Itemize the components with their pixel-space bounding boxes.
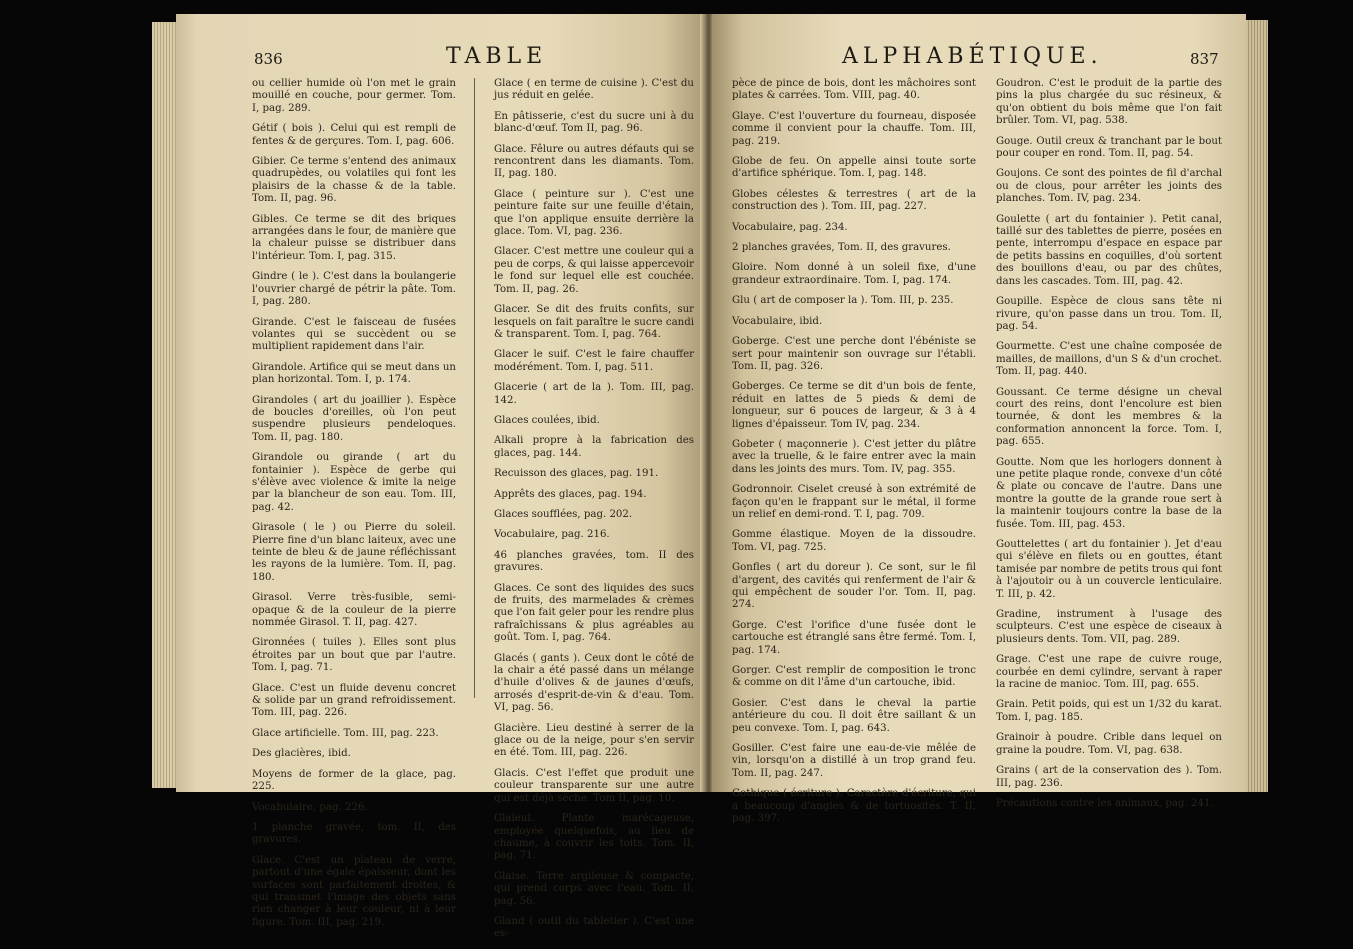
index-entry: Grain. Petit poids, qui est un 1/32 du karat. Tom. I, pag. 185. <box>996 699 1222 723</box>
left-column-1 <box>252 78 456 937</box>
index-entry: Gloire. Nom donné à un soleil fixe, d'une grandeur extraordinaire. Tom. I, pag. 174. <box>732 262 976 286</box>
index-entry: Girandoles ( art du joaillier ). Espèce de boucles d'oreilles, où l'on peut suspendre plusieurs pendeloques. Tom. II, pag. 180. <box>252 394 456 443</box>
index-entry: Gosier. C'est dans le cheval la partie antérieure du cou. Il doit être saillant & un peu convexe. Tom. I, pag. 643. <box>732 697 976 734</box>
index-entry: 46 planches gravées, tom. II des gravures. <box>494 549 694 574</box>
index-entry: Glacer. C'est mettre une couleur qui a peu de corps, & qui laisse appercevoir le fond sur lequel elle est couchée. Tom. II, pag. 26. <box>494 246 694 295</box>
index-entry: Goussant. Ce terme désigne un cheval court des reins, dont l'encolure est bien tournée, & dont les membres & la conformation annoncent la force. Tom. I, pag. 655. <box>996 386 1222 448</box>
index-entry: Gorge. C'est l'orifice d'une fusée dont le cartouche est étranglé sans être fermé. Tom. I, pag. 174. <box>732 619 976 656</box>
index-entry: Des glacières, ibid. <box>252 748 351 760</box>
index-entry: Glaces soufflées, pag. 202. <box>494 508 633 520</box>
index-entry: Alkali propre à la fabrication des glaces, pag. 144. <box>494 435 694 459</box>
index-entry: Glaïeul. Plante marécageuse, employée quelquefois, au lieu de chaume, à couvrir les toits. Tom. II, pag. 71. <box>494 813 694 862</box>
index-entry: Gétif ( bois ). Celui qui est rempli de fentes & de gerçures. Tom. I, pag. 606. <box>252 123 456 147</box>
index-entry: Glace ( peinture sur ). C'est une peinture faite sur une feuille d'étain, que l'on applique ensuite derrière la glace. Tom. VI, pag. 236. <box>494 188 694 238</box>
index-entry: Gibier. Ce terme s'entend des animaux quadrupèdes, ou volatiles qui font les plaisirs de la chasse & de la table. Tom. II, pag. 96. <box>252 156 456 205</box>
left-page-number: 836 <box>254 50 283 68</box>
index-entry: Vocabulaire, pag. 216. <box>494 529 610 541</box>
index-entry: Glacer. Se dit des fruits confits, sur lesquels on fait paraître le sucre candi & transparent. Tom. I, pag. 764. <box>494 304 694 340</box>
index-entry: 1 planche gravée, tom. II, des gravures. <box>252 821 456 846</box>
index-entry: Glaces. Ce sont des liquides des sucs de fruits, des marmelades & crèmes que l'on fait geler pour les rendre plus rafraîchissans & plus agréables au goût. Tom. I, pag. 764. <box>494 582 694 644</box>
index-entry: Glace. C'est un fluide devenu concret & solide par un grand refroidissement. Tom. III, pag. 226. <box>252 682 456 719</box>
index-entry: Gobeter ( maçonnerie ). C'est jetter du plâtre avec la truelle, & le faire entrer avec la main dans les joints des murs. Tom. IV, pag. 355. <box>732 438 976 475</box>
right-column-1 <box>732 78 976 834</box>
index-entry: Gomme élastique. Moyen de la dissoudre. Tom. VI, pag. 725. <box>732 529 976 553</box>
index-entry: Glaise. Terre argileuse & compacte, qui prend corps avec l'eau. Tom. II, pag. 56. <box>494 870 694 907</box>
left-page-header: TABLE <box>446 44 548 69</box>
index-entry: Vocabulaire, pag. 234. <box>732 221 848 233</box>
index-entry: Grainoir à poudre. Crible dans lequel on graine la poudre. Tom. VI, pag. 638. <box>996 732 1222 756</box>
index-entry: Glacés ( gants ). Ceux dont le côté de la chair a été passé dans un mélange d'huile d'olives & de jaunes d'œufs, arrosés d'esprit-de-vin & d'eau. Tom. VI, pag. 56. <box>494 652 694 714</box>
index-entry: Gindre ( le ). C'est dans la boulangerie l'ouvrier chargé de pétrir la pâte. Tom. I, pag. 280. <box>252 271 456 308</box>
index-entry: Apprêts des glaces, pag. 194. <box>494 488 647 500</box>
left-page <box>176 14 705 940</box>
left-column-2 <box>494 78 694 949</box>
right-page <box>712 14 1246 825</box>
index-entry: Précautions contre les animaux, pag. 241. <box>996 797 1214 809</box>
index-entry: Gland ( outil du tabletier ). C'est une es- <box>494 915 694 940</box>
index-entry: Vocabulaire, pag. 226. <box>252 801 368 813</box>
index-entry: 2 planches gravées, Tom. II, des gravures. <box>732 242 951 254</box>
right-page-edges <box>1246 20 1268 792</box>
index-entry: Gradine, instrument à l'usage des sculpteurs. C'est une espèce de ciseaux à plusieurs dents. Tom. VII, pag. 289. <box>996 609 1222 645</box>
index-entry: Glace ( en terme de cuisine ). C'est du jus réduit en gelée. <box>494 78 694 102</box>
index-entry: Goupille. Espèce de clous sans tête ni rivure, qu'on passe dans un trou. Tom. II, pag. 54. <box>996 296 1222 332</box>
index-entry: Glaces coulées, ibid. <box>494 414 600 426</box>
index-entry: Glacière. Lieu destiné à serrer de la glace ou de la neige, pour s'en servir en été. Tom. III, pag. 226. <box>494 722 694 759</box>
index-entry: Goutte. Nom que les horlogers donnent à une petite plaque ronde, convexe d'un côté & plate ou concave de l'autre. Dans une montre la goutte de la grande roue sert à la maintenir toujours contre la base de la fusée. Tom. III, pag. 453. <box>996 456 1222 530</box>
index-entry: Goujons. Ce sont des pointes de fil d'archal ou de clous, pour arrêter les joints des planches. Tom. IV, pag. 234. <box>996 168 1222 205</box>
index-entry: Globes célestes & terrestres ( art de la construction des ). Tom. III, pag. 227. <box>732 188 976 213</box>
index-entry: Glacerie ( art de la ). Tom. III, pag. 142. <box>494 382 694 406</box>
index-entry: Glacis. C'est l'effet que produit une couleur transparente sur une autre qui est déjà sèche. Tom II, pag. 10. <box>494 767 694 804</box>
index-entry: Gonfles ( art du doreur ). Ce sont, sur le fil d'argent, des cavités qui renferment de l'air & qui empêchent de souder l'or. Tom. II, pag. 274. <box>732 562 976 611</box>
index-entry: Glace. Fêlure ou autres défauts qui se rencontrent dans les diamants. Tom. II, pag. 180. <box>494 143 694 180</box>
index-entry: Goulette ( art du fontainier ). Petit canal, taillé sur des tablettes de pierre, posées en pente, interrompu d'espace en espace par de petits bassins en coquilles, d'où sortent des bouillons d'eau, ou par des chûtes, dans les cascades. Tom. III, pag. 42. <box>996 213 1222 287</box>
index-entry: Girandole. Artifice qui se meut dans un plan horizontal. Tom. I, p. 174. <box>252 361 456 386</box>
index-entry: Moyens de former de la glace, pag. 225. <box>252 768 456 793</box>
index-entry: Girasol. Verre très-fusible, semi-opaque & de la couleur de la pierre nommée Girasol. T. II, pag. 427. <box>252 592 456 629</box>
right-page-number: 837 <box>1190 50 1219 68</box>
right-page-header: ALPHABÉTIQUE. <box>842 44 1103 69</box>
index-entry: Glaye. C'est l'ouverture du fourneau, disposée comme il convient pour la chauffe. Tom. III, pag. 219. <box>732 110 976 147</box>
column-divider <box>474 78 475 698</box>
index-entry: ou cellier humide où l'on met le grain mouillé en couche, pour germer. Tom. I, pag. 289. <box>252 78 456 114</box>
index-entry: Grains ( art de la conservation des ). Tom. III, pag. 236. <box>996 765 1222 789</box>
index-entry: Gothique ( écriture ). Caractère d'écriture, qui a beaucoup d'angles & de tortuosités. T. II, pag. 397. <box>732 788 976 825</box>
index-entry: Glace. C'est un plateau de verre, partout d'une égale épaisseur, dont les surfaces sont parfaitement droites, & qui transmet l'image des objets sans rien changer à leur couleur, ni à leur figure. Tom. III, pag. 219. <box>252 854 456 928</box>
index-entry: Goudron. C'est le produit de la partie des pins la plus chargée du suc résineux, & qu'on obtient du bois même que l'on fait brûler. Tom. VI, pag. 538. <box>996 78 1222 127</box>
index-entry: Recuisson des glaces, pag. 191. <box>494 468 659 480</box>
left-page-edges <box>152 22 178 788</box>
index-entry: Gibles. Ce terme se dit des briques arrangées dans le four, de manière que la chaleur puisse se distribuer dans l'intérieur. Tom. I, pag. 315. <box>252 213 456 262</box>
right-column-2 <box>996 78 1222 818</box>
index-entry: Gosiller. C'est faire une eau-de-vie mêlée de vin, lorsqu'on a distillé à un trop grand feu. Tom. II, pag. 247. <box>732 743 976 779</box>
index-entry: Gironnées ( tuiles ). Elles sont plus étroites par un bout que par l'autre. Tom. I, pag. 71. <box>252 637 456 674</box>
index-entry: Glacer le suif. C'est le faire chauffer modérément. Tom. I, pag. 511. <box>494 349 694 373</box>
index-entry: Vocabulaire, ibid. <box>732 315 823 327</box>
index-entry: Goberge. C'est une perche dont l'ébéniste se sert pour maintenir son ouvrage sur l'établi. Tom. II, pag. 326. <box>732 336 976 372</box>
index-entry: Grage. C'est une rape de cuivre rouge, courbée en demi cylindre, servant à raper la racine de manioc. Tom. III, pag. 655. <box>996 654 1222 691</box>
index-entry: Goberges. Ce terme se dit d'un bois de fente, réduit en lattes de 5 pieds & demi de longueur, sur 6 pouces de largeur, & 3 à 4 lignes d'épaisseur. Tom IV, pag. 234. <box>732 381 976 430</box>
index-entry: Globe de feu. On appelle ainsi toute sorte d'artifice sphérique. Tom. I, pag. 148. <box>732 156 976 180</box>
index-entry: pèce de pince de bois, dont les mâchoires sont plates & carrées. Tom. VIII, pag. 40. <box>732 78 976 102</box>
index-entry: Girande. C'est le faisceau de fusées volantes qui se succèdent ou se multiplient rapidement dans l'air. <box>252 316 456 353</box>
index-entry: Gorger. C'est remplir de composition le tronc & comme on dit l'âme d'un cartouche, ibid. <box>732 665 976 689</box>
index-entry: Glace artificielle. Tom. III, pag. 223. <box>252 727 439 739</box>
index-entry: Girandole ou girande ( art du fontainier ). Espèce de gerbe qui s'élève avec violence & imite la neige par la blancheur de son eau. Tom. III, pag. 42. <box>252 452 456 513</box>
index-entry: Gouge. Outil creux & tranchant par le bout pour couper en rond. Tom. II, pag. 54. <box>996 135 1222 160</box>
index-entry: Gouttelettes ( art du fontainier ). Jet d'eau qui s'élève en filets ou en gouttes, étant tamisée par nombre de petits trous qui font à l'ajoutoir ou à un couvercle lenticulaire. T. III, p. 42. <box>996 539 1222 600</box>
index-entry: Girasole ( le ) ou Pierre du soleil. Pierre fine d'un blanc laiteux, avec une teinte de bleu & de jaune réfléchissant les rayons de la lumière. Tom. II, pag. 180. <box>252 522 456 583</box>
index-entry: Gourmette. C'est une chaîne composée de mailles, de maillons, d'un S & d'un crochet. Tom. II, pag. 440. <box>996 341 1222 378</box>
index-entry: Glu ( art de composer la ). Tom. III, p. 235. <box>732 295 954 307</box>
index-entry: En pâtisserie, c'est du sucre uni à du blanc-d'œuf. Tom II, pag. 96. <box>494 110 694 135</box>
index-entry: Godronnoir. Ciselet creusé à son extrémité de façon qu'en le frappant sur le métal, il forme un relief en demi-rond. T. I, pag. 709. <box>732 484 976 520</box>
